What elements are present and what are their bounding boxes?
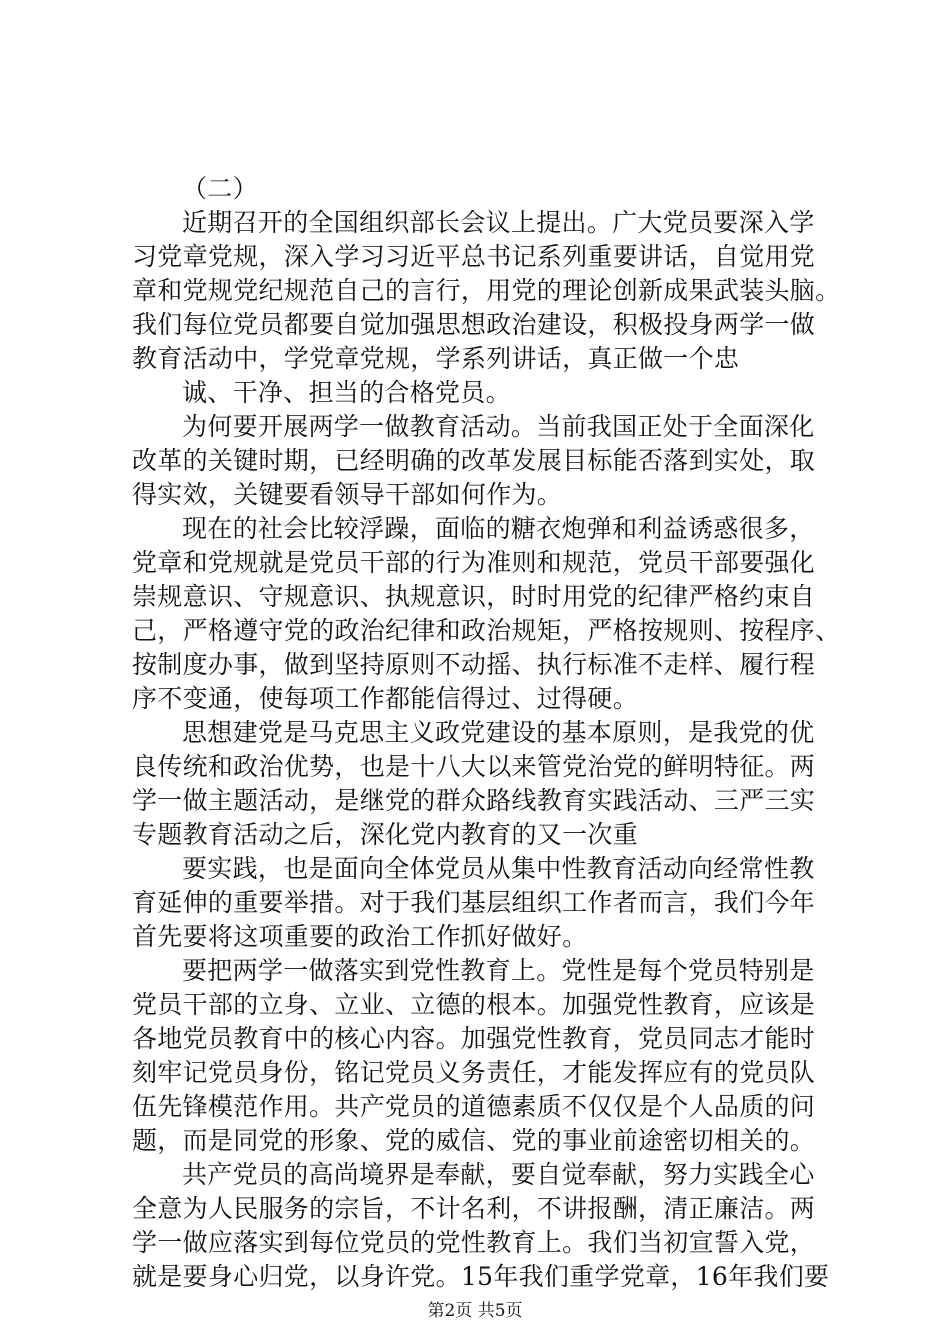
- text-line: 育延伸的重要举措。对于我们基层组织工作者而言，我们今年: [132, 888, 816, 917]
- text-line: 学一做主题活动，是继党的群众路线教育实践活动、三严三实: [132, 786, 816, 815]
- text-line: 习党章党规，深入学习习近平总书记系列重要讲话，自觉用党: [132, 242, 816, 271]
- text-line: 崇规意识、守规意识、执规意识，时时用党的纪律严格约束自: [132, 582, 816, 611]
- text-line: 章和党规党纪规范自己的言行，用党的理论创新成果武装头脑。: [132, 276, 841, 305]
- text-line: 首先要将这项重要的政治工作抓好做好。: [132, 922, 588, 951]
- text-line: 刻牢记党员身份，铭记党员义务责任，才能发挥应有的党员队: [132, 1058, 816, 1087]
- text-line: 序不变通，使每项工作都能信得过、过得硬。: [132, 684, 639, 713]
- text-line: 要把两学一做落实到党性教育上。党性是每个党员特别是: [182, 956, 815, 985]
- text-line: 近期召开的全国组织部长会议上提出。广大党员要深入学: [182, 208, 815, 237]
- text-line: 按制度办事，做到坚持原则不动摇、执行标准不走样、履行程: [132, 650, 816, 679]
- text-line: 党章和党规就是党员干部的行为准则和规范，党员干部要强化: [132, 548, 816, 577]
- text-line: 我们每位党员都要自觉加强思想政治建设，积极投身两学一做: [132, 310, 816, 339]
- text-line: 思想建党是马克思主义政党建设的基本原则，是我党的优: [182, 718, 815, 747]
- text-line: 为何要开展两学一做教育活动。当前我国正处于全面深化: [182, 412, 815, 441]
- text-line: 伍先锋模范作用。共产党员的道德素质不仅仅是个人品质的问: [132, 1092, 816, 1121]
- text-line: 诚、干净、担当的合格党员。: [182, 378, 511, 407]
- text-line: 各地党员教育中的核心内容。加强党性教育，党员同志才能时: [132, 1024, 816, 1053]
- text-line: 就是要身心归党，以身许党。15年我们重学党章，16年我们要: [132, 1262, 830, 1291]
- text-line: 全意为人民服务的宗旨，不计名利，不讲报酬，清正廉洁。两: [132, 1194, 816, 1223]
- text-line: 专题教育活动之后，深化党内教育的又一次重: [132, 820, 639, 849]
- text-line: 要实践，也是面向全体党员从集中性教育活动向经常性教: [182, 854, 815, 883]
- page-number: 第2页 共5页: [427, 1301, 523, 1321]
- text-line: 题，而是同党的形象、党的威信、党的事业前途密切相关的。: [132, 1126, 816, 1155]
- text-line: 改革的关键时期，已经明确的改革发展目标能否落到实处，取: [132, 446, 816, 475]
- text-line: 共产党员的高尚境界是奉献，要自觉奉献，努力实践全心: [182, 1160, 815, 1189]
- text-line: 己，严格遵守党的政治纪律和政治规矩，严格按规则、按程序、: [132, 616, 841, 645]
- section-heading: （二）: [182, 174, 258, 203]
- text-line: 得实效，关键要看领导干部如何作为。: [132, 480, 563, 509]
- text-line: 现在的社会比较浮躁，面临的糖衣炮弹和利益诱惑很多，: [182, 514, 815, 543]
- text-line: 教育活动中，学党章党规，学系列讲话，真正做一个忠: [132, 344, 740, 373]
- text-line: 良传统和政治优势，也是十八大以来管党治党的鲜明特征。两: [132, 752, 816, 781]
- text-line: 学一做应落实到每位党员的党性教育上。我们当初宣誓入党，: [132, 1228, 816, 1257]
- text-line: 党员干部的立身、立业、立德的根本。加强党性教育，应该是: [132, 990, 816, 1019]
